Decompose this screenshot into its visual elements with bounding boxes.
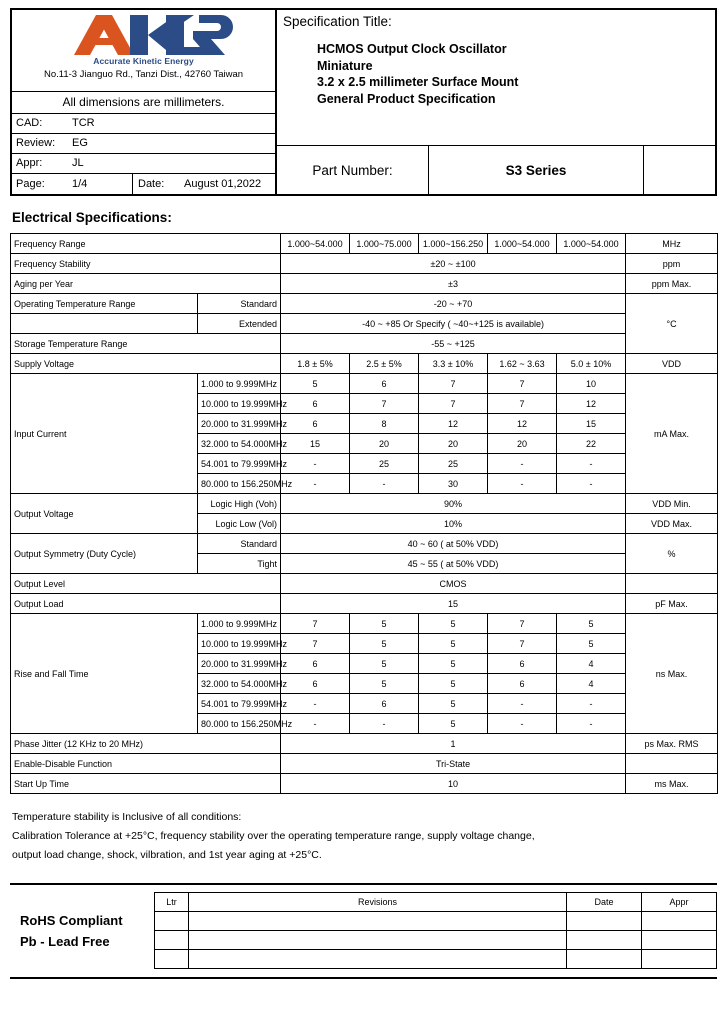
rise-fall-r4-c4: 6 xyxy=(488,674,557,694)
rise-fall-r6-c3: 5 xyxy=(419,714,488,734)
input-current-r5-c5: - xyxy=(557,454,626,474)
field-date-value: August 01,2022 xyxy=(184,177,262,190)
rise-fall-r1-c1: 7 xyxy=(281,614,350,634)
note-line-2: Calibration Tolerance at +25°C, frequency stability over the operating temperature range, supply voltage change, xyxy=(12,830,535,842)
rohs-compliance-note xyxy=(10,892,154,969)
rise-fall-unit: ns Max. xyxy=(626,614,718,734)
rise-fall-r2-c3: 5 xyxy=(419,634,488,654)
table-row xyxy=(11,254,718,274)
enable-disable-unit xyxy=(626,754,718,774)
row-label-phase-jitter: Phase Jitter (12 KHz to 20 MHz) xyxy=(11,734,281,754)
revisions-r3-appr xyxy=(642,950,717,969)
rise-fall-r6-c5: - xyxy=(557,714,626,734)
rise-fall-band-6: 80.000 to 156.250MHz xyxy=(198,714,281,734)
field-appr-label: Appr: xyxy=(16,157,43,170)
input-current-r1-c3: 7 xyxy=(419,374,488,394)
rise-fall-r2-c5: 5 xyxy=(557,634,626,654)
supply-voltage-value-1: 1.8 ± 5% xyxy=(281,354,350,374)
phase-jitter-value: 1 xyxy=(281,734,626,754)
table-row xyxy=(155,950,717,969)
input-current-r3-c1: 6 xyxy=(281,414,350,434)
rise-fall-r5-c5: - xyxy=(557,694,626,714)
temperature-unit: °C xyxy=(626,294,718,354)
rise-fall-r1-c3: 5 xyxy=(419,614,488,634)
input-current-r6-c1: - xyxy=(281,474,350,494)
output-load-value: 15 xyxy=(281,594,626,614)
row-label-output-voltage: Output Voltage xyxy=(11,494,198,534)
specification-title-label: Specification Title: xyxy=(283,14,392,29)
rise-fall-r6-c4: - xyxy=(488,714,557,734)
output-voltage-value-2: 10% xyxy=(281,514,626,534)
rise-fall-r2-c1: 7 xyxy=(281,634,350,654)
frequency-stability-unit: ppm xyxy=(626,254,718,274)
field-page-value: 1/4 xyxy=(72,177,88,190)
revisions-r2-revisions xyxy=(189,931,567,950)
operating-temp-extended-label: Extended xyxy=(198,314,281,334)
supply-voltage-value-5: 5.0 ± 10% xyxy=(557,354,626,374)
input-current-r3-c2: 8 xyxy=(350,414,419,434)
table-row xyxy=(11,614,718,634)
output-level-value: CMOS xyxy=(281,574,626,594)
frequency-stability-value: ±20 ~ ±100 xyxy=(281,254,626,274)
footer-block xyxy=(10,883,717,979)
rise-fall-r1-c5: 5 xyxy=(557,614,626,634)
title-block xyxy=(10,8,717,196)
row-label-input-current: Input Current xyxy=(11,374,198,494)
field-review xyxy=(12,134,275,154)
section-heading: Electrical Specifications: xyxy=(12,210,172,225)
specification-title-cell xyxy=(277,10,715,146)
freq-range-value-5: 1.000~54.000 xyxy=(557,234,626,254)
revisions-r1-date xyxy=(567,912,642,931)
notes-block xyxy=(12,808,717,865)
revisions-header-appr: Appr xyxy=(642,893,717,912)
footer-content xyxy=(10,892,717,969)
row-label-output-load: Output Load xyxy=(11,594,281,614)
output-voltage-sub-2: Logic Low (Vol) xyxy=(198,514,281,534)
rise-fall-r5-c4: - xyxy=(488,694,557,714)
output-voltage-value-1: 90% xyxy=(281,494,626,514)
input-current-r1-c1: 5 xyxy=(281,374,350,394)
input-current-r6-c2: - xyxy=(350,474,419,494)
input-current-r5-c2: 25 xyxy=(350,454,419,474)
row-label-enable-disable: Enable-Disable Function xyxy=(11,754,281,774)
note-line-3: output load change, shock, vilbration, and 1st year aging at +25°C. xyxy=(12,849,322,861)
field-cad-label: CAD: xyxy=(16,117,43,130)
rise-fall-r1-c2: 5 xyxy=(350,614,419,634)
input-current-r6-c5: - xyxy=(557,474,626,494)
table-row xyxy=(11,294,718,314)
rise-fall-r3-c5: 4 xyxy=(557,654,626,674)
revisions-header-row xyxy=(155,893,717,912)
field-appr-value: JL xyxy=(72,157,84,170)
rise-fall-r4-c3: 5 xyxy=(419,674,488,694)
input-current-r5-c3: 25 xyxy=(419,454,488,474)
row-label-aging-per-year: Aging per Year xyxy=(11,274,281,294)
rise-fall-r5-c3: 5 xyxy=(419,694,488,714)
rise-fall-band-3: 20.000 to 31.999MHz xyxy=(198,654,281,674)
input-current-r5-c1: - xyxy=(281,454,350,474)
title-block-right xyxy=(277,10,715,194)
rise-fall-r1-c4: 7 xyxy=(488,614,557,634)
output-voltage-sub-1: Logic High (Voh) xyxy=(198,494,281,514)
input-current-r2-c5: 12 xyxy=(557,394,626,414)
rise-fall-band-4: 32.000 to 54.000MHz xyxy=(198,674,281,694)
field-date-label: Date: xyxy=(138,177,165,190)
input-current-r4-c4: 20 xyxy=(488,434,557,454)
revisions-r1-appr xyxy=(642,912,717,931)
supply-voltage-unit: VDD xyxy=(626,354,718,374)
input-current-r6-c3: 30 xyxy=(419,474,488,494)
field-date xyxy=(132,174,275,194)
row-label-storage-temp: Storage Temperature Range xyxy=(11,334,281,354)
freq-range-value-4: 1.000~54.000 xyxy=(488,234,557,254)
rise-fall-r3-c3: 5 xyxy=(419,654,488,674)
company-address: No.11-3 Jianguo Rd., Tanzi Dist., 42760 Taiwan xyxy=(43,69,244,80)
supply-voltage-value-4: 1.62 ~ 3.63 xyxy=(488,354,557,374)
table-row xyxy=(11,374,718,394)
input-current-r2-c2: 7 xyxy=(350,394,419,414)
storage-temp-value: -55 ~ +125 xyxy=(281,334,626,354)
spec-title-line-4: General Product Specification xyxy=(317,91,496,106)
part-number-blank-cell xyxy=(644,146,715,194)
input-current-band-3: 20.000 to 31.999MHz xyxy=(198,414,281,434)
start-up-time-value: 10 xyxy=(281,774,626,794)
input-current-r1-c2: 6 xyxy=(350,374,419,394)
revisions-r3-date xyxy=(567,950,642,969)
note-line-1: Temperature stability is Inclusive of all conditions: xyxy=(12,811,242,823)
revisions-header-ltr: Ltr xyxy=(155,893,189,912)
output-symmetry-sub-2: Tight xyxy=(198,554,281,574)
aging-per-year-value: ±3 xyxy=(281,274,626,294)
table-row xyxy=(11,274,718,294)
rise-fall-r4-c5: 4 xyxy=(557,674,626,694)
input-current-r2-c1: 6 xyxy=(281,394,350,414)
table-row xyxy=(11,754,718,774)
input-current-r6-c4: - xyxy=(488,474,557,494)
table-row xyxy=(11,534,718,554)
operating-temp-blank-label xyxy=(11,314,198,334)
field-page-label: Page: xyxy=(16,177,45,190)
table-row xyxy=(11,594,718,614)
supply-voltage-value-2: 2.5 ± 5% xyxy=(350,354,419,374)
freq-range-value-3: 1.000~156.250 xyxy=(419,234,488,254)
field-cad xyxy=(12,114,275,134)
row-label-operating-temp: Operating Temperature Range xyxy=(11,294,198,314)
specification-title-text xyxy=(317,41,715,107)
part-number-value: S3 Series xyxy=(429,146,644,194)
rohs-line-2: Pb - Lead Free xyxy=(20,933,110,949)
table-row xyxy=(11,774,718,794)
aker-logo-icon xyxy=(44,13,244,57)
revisions-table xyxy=(154,892,717,969)
revisions-r3-revisions xyxy=(189,950,567,969)
output-symmetry-value-1: 40 ~ 60 ( at 50% VDD) xyxy=(281,534,626,554)
field-review-value: EG xyxy=(72,137,88,150)
rise-fall-r2-c2: 5 xyxy=(350,634,419,654)
output-symmetry-value-2: 45 ~ 55 ( at 50% VDD) xyxy=(281,554,626,574)
table-row xyxy=(11,334,718,354)
rise-fall-r4-c2: 5 xyxy=(350,674,419,694)
output-level-unit xyxy=(626,574,718,594)
table-row xyxy=(155,912,717,931)
rise-fall-r5-c2: 6 xyxy=(350,694,419,714)
field-appr xyxy=(12,154,275,174)
revisions-r2-ltr xyxy=(155,931,189,950)
input-current-r1-c5: 10 xyxy=(557,374,626,394)
revisions-r1-revisions xyxy=(189,912,567,931)
input-current-r5-c4: - xyxy=(488,454,557,474)
output-symmetry-unit: % xyxy=(626,534,718,574)
row-label-rise-fall-time: Rise and Fall Time xyxy=(11,614,198,734)
input-current-r3-c4: 12 xyxy=(488,414,557,434)
freq-range-value-2: 1.000~75.000 xyxy=(350,234,419,254)
revisions-r2-appr xyxy=(642,931,717,950)
freq-range-unit: MHz xyxy=(626,234,718,254)
rise-fall-r3-c1: 6 xyxy=(281,654,350,674)
table-row xyxy=(155,931,717,950)
spec-title-line-3: 3.2 x 2.5 millimeter Surface Mount xyxy=(317,75,519,89)
input-current-r4-c3: 20 xyxy=(419,434,488,454)
field-page-date xyxy=(12,174,275,194)
row-label-frequency-stability: Frequency Stability xyxy=(11,254,281,274)
input-current-r2-c3: 7 xyxy=(419,394,488,414)
footer-bottom-rule xyxy=(10,977,717,979)
input-current-band-2: 10.000 to 19.999MHz xyxy=(198,394,281,414)
field-review-label: Review: xyxy=(16,137,56,150)
table-row xyxy=(11,494,718,514)
rise-fall-r6-c2: - xyxy=(350,714,419,734)
rise-fall-band-5: 54.001 to 79.999MHz xyxy=(198,694,281,714)
spec-title-line-1: HCMOS Output Clock Oscillator xyxy=(317,42,507,56)
rise-fall-r5-c1: - xyxy=(281,694,350,714)
row-label-frequency-range: Frequency Range xyxy=(11,234,281,254)
rise-fall-r4-c1: 6 xyxy=(281,674,350,694)
revisions-r1-ltr xyxy=(155,912,189,931)
table-row xyxy=(11,734,718,754)
input-current-band-4: 32.000 to 54.000MHz xyxy=(198,434,281,454)
title-block-left xyxy=(12,10,277,194)
input-current-r3-c5: 15 xyxy=(557,414,626,434)
row-label-output-symmetry: Output Symmetry (Duty Cycle) xyxy=(11,534,198,574)
output-voltage-unit-2: VDD Max. xyxy=(626,514,718,534)
rise-fall-r6-c1: - xyxy=(281,714,350,734)
operating-temp-standard-label: Standard xyxy=(198,294,281,314)
rise-fall-r3-c2: 5 xyxy=(350,654,419,674)
field-cad-value: TCR xyxy=(72,117,95,130)
enable-disable-value: Tri-State xyxy=(281,754,626,774)
input-current-r1-c4: 7 xyxy=(488,374,557,394)
rohs-line-1: RoHS Compliant xyxy=(20,912,123,928)
electrical-specifications-table xyxy=(10,233,718,794)
rise-fall-r3-c4: 6 xyxy=(488,654,557,674)
input-current-band-1: 1.000 to 9.999MHz xyxy=(198,374,281,394)
revisions-r2-date xyxy=(567,931,642,950)
rise-fall-r2-c4: 7 xyxy=(488,634,557,654)
output-symmetry-sub-1: Standard xyxy=(198,534,281,554)
row-label-start-up-time: Start Up Time xyxy=(11,774,281,794)
input-current-r2-c4: 7 xyxy=(488,394,557,414)
revisions-header-revisions: Revisions xyxy=(189,893,567,912)
rise-fall-band-2: 10.000 to 19.999MHz xyxy=(198,634,281,654)
output-voltage-unit-1: VDD Min. xyxy=(626,494,718,514)
table-row xyxy=(11,234,718,254)
input-current-band-6: 80.000 to 156.250MHz xyxy=(198,474,281,494)
input-current-r4-c2: 20 xyxy=(350,434,419,454)
input-current-r4-c1: 15 xyxy=(281,434,350,454)
row-label-supply-voltage: Supply Voltage xyxy=(11,354,281,374)
input-current-r4-c5: 22 xyxy=(557,434,626,454)
row-label-output-level: Output Level xyxy=(11,574,281,594)
revisions-r3-ltr xyxy=(155,950,189,969)
start-up-time-unit: ms Max. xyxy=(626,774,718,794)
output-load-unit: pF Max. xyxy=(626,594,718,614)
dimensions-note: All dimensions are millimeters. xyxy=(12,92,275,114)
table-row xyxy=(11,354,718,374)
supply-voltage-value-3: 3.3 ± 10% xyxy=(419,354,488,374)
company-logo-cell xyxy=(12,10,275,92)
revisions-header-date: Date xyxy=(567,893,642,912)
part-number-label: Part Number: xyxy=(277,146,429,194)
rise-fall-band-1: 1.000 to 9.999MHz xyxy=(198,614,281,634)
input-current-band-5: 54.001 to 79.999MHz xyxy=(198,454,281,474)
operating-temp-standard-value: -20 ~ +70 xyxy=(281,294,626,314)
footer-top-rule xyxy=(10,883,717,885)
logo-tagline: Accurate Kinetic Energy xyxy=(93,56,194,66)
operating-temp-extended-value: -40 ~ +85 Or Specify ( ~40~+125 is available) xyxy=(281,314,626,334)
table-row xyxy=(11,314,718,334)
table-row xyxy=(11,574,718,594)
freq-range-value-1: 1.000~54.000 xyxy=(281,234,350,254)
aging-per-year-unit: ppm Max. xyxy=(626,274,718,294)
phase-jitter-unit: ps Max. RMS xyxy=(626,734,718,754)
part-number-row xyxy=(277,146,715,194)
spec-title-line-2: Miniature xyxy=(317,58,373,73)
input-current-unit: mA Max. xyxy=(626,374,718,494)
input-current-r3-c3: 12 xyxy=(419,414,488,434)
